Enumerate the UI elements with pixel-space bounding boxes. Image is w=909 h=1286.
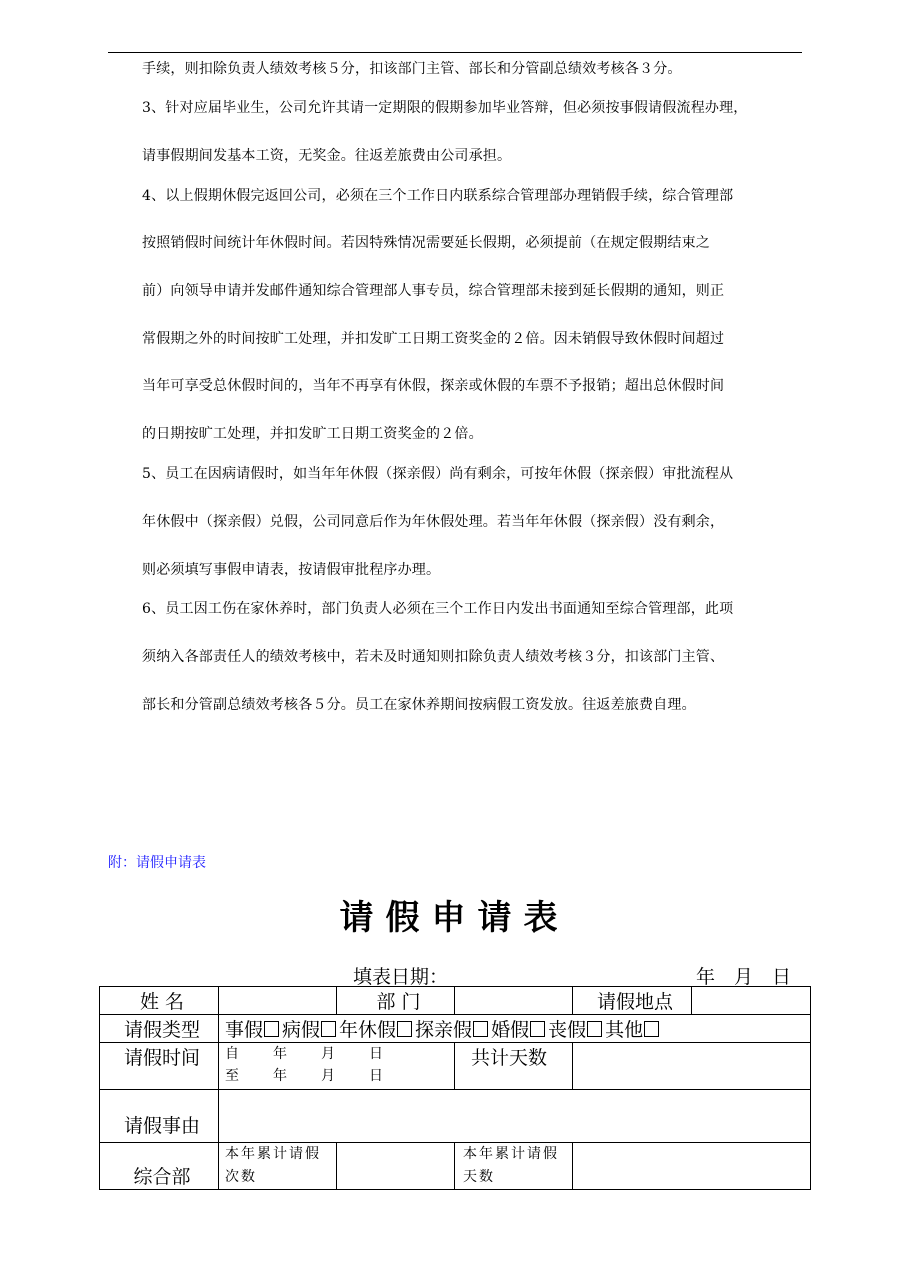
leave-type-checkbox[interactable] (644, 1021, 659, 1037)
leave-type-checkbox[interactable] (264, 1021, 279, 1037)
dept-field[interactable] (455, 987, 573, 1015)
time-range-cell[interactable] (219, 1043, 455, 1090)
form-title: 请假申请表 (339, 898, 570, 938)
leave-type-checkbox[interactable] (321, 1021, 336, 1037)
paragraph-line: 须纳入各部责任人的绩效考核中，若未及时通知则扣除负责人绩效考核３分，扣该部门主管、 (142, 649, 725, 665)
paragraph-line: 3、针对应届毕业生，公司允许其请一定期限的假期参加毕业答辩，但必须按事假请假流程办理， (142, 100, 748, 116)
cum-times-field[interactable] (337, 1143, 455, 1190)
dept-label: 部 门 (337, 987, 455, 1015)
leave-type-checkbox[interactable] (587, 1021, 602, 1037)
reason-field[interactable] (219, 1090, 811, 1143)
leave-type-label: 丧假 (548, 1019, 587, 1041)
leave-type-checkbox[interactable] (530, 1021, 545, 1037)
total-days-field[interactable] (573, 1043, 811, 1090)
paragraph-line: 部长和分管副总绩效考核各５分。员工在家休养期间按病假工资发放。往返差旅费自理。 (142, 697, 696, 713)
leave-type-options (219, 1015, 811, 1043)
total-days-label: 共计天数 (455, 1043, 573, 1090)
paragraph-line: 请事假期间发基本工资，无奖金。往返差旅费由公司承担。 (142, 148, 512, 164)
cum-days-label: 本年累计请假天数 (455, 1143, 573, 1190)
appendix-label[interactable]: 附：请假申请表 (108, 855, 206, 871)
leave-type-label: 探亲假 (415, 1019, 473, 1041)
paragraph-line: 5、员工在因病请假时，如当年年休假（探亲假）尚有剩余，可按年休假（探亲假）审批流程从 (142, 466, 734, 482)
header-rule (108, 52, 802, 53)
leave-type-label: 病假 (282, 1019, 321, 1041)
paragraph-line: 当年可享受总休假时间的，当年不再享有休假，探亲或休假的车票不予报销；超出总休假时间 (142, 378, 725, 394)
type-label: 请假类型 (100, 1015, 219, 1043)
paragraph-line: 常假期之外的时间按旷工处理，并扣发旷工日期工资奖金的２倍。因未销假导致休假时间超过 (142, 331, 725, 347)
paragraph-line: 手续，则扣除负责人绩效考核５分，扣该部门主管、部长和分管副总绩效考核各３分。 (142, 61, 682, 77)
paragraph-line: 按照销假时间统计年休假时间。若因特殊情况需要延长假期，必须提前（在规定假期结束之 (142, 235, 710, 251)
leave-type-label: 其他 (605, 1019, 644, 1041)
leave-type-checkbox[interactable] (473, 1021, 488, 1037)
fill-date-units: 年 月 日 (696, 966, 792, 988)
leave-application-table (99, 986, 811, 1190)
paragraph-line: 的日期按旷工处理，并扣发旷工日期工资奖金的２倍。 (142, 426, 483, 442)
name-label: 姓 名 (100, 987, 219, 1015)
paragraph-line: 前）向领导申请并发邮件通知综合管理部人事专员，综合管理部未接到延长假期的通知，则正 (142, 283, 725, 299)
paragraph-line: 则必须填写事假申请表，按请假审批程序办理。 (142, 562, 441, 578)
cum-times-label: 本年累计请假次数 (219, 1143, 337, 1190)
location-field[interactable] (692, 987, 811, 1015)
time-from: 自 年 月 日 (225, 1046, 385, 1062)
leave-type-checkbox[interactable] (397, 1021, 412, 1037)
name-field[interactable] (219, 987, 337, 1015)
fill-date-label: 填表日期： (353, 966, 449, 988)
paragraph-line: 4、以上假期休假完返回公司，必须在三个工作日内联系综合管理部办理销假手续，综合管理部 (142, 188, 734, 204)
cum-days-field[interactable] (573, 1143, 811, 1190)
leave-type-label: 事假 (225, 1019, 264, 1041)
paragraph-line: 年休假中（探亲假）兑假，公司同意后作为年休假处理。若当年年休假（探亲假）没有剩余， (142, 514, 725, 530)
time-label: 请假时间 (100, 1043, 219, 1090)
location-label: 请假地点 (573, 987, 692, 1015)
reason-label: 请假事由 (100, 1090, 219, 1143)
leave-type-label: 年休假 (339, 1019, 397, 1041)
time-to: 至 年 月 日 (225, 1068, 385, 1084)
paragraph-line: 6、员工因工伤在家休养时，部门负责人必须在三个工作日内发出书面通知至综合管理部，此项 (142, 601, 734, 617)
admin-label: 综合部 (100, 1143, 219, 1190)
leave-type-label: 婚假 (491, 1019, 530, 1041)
